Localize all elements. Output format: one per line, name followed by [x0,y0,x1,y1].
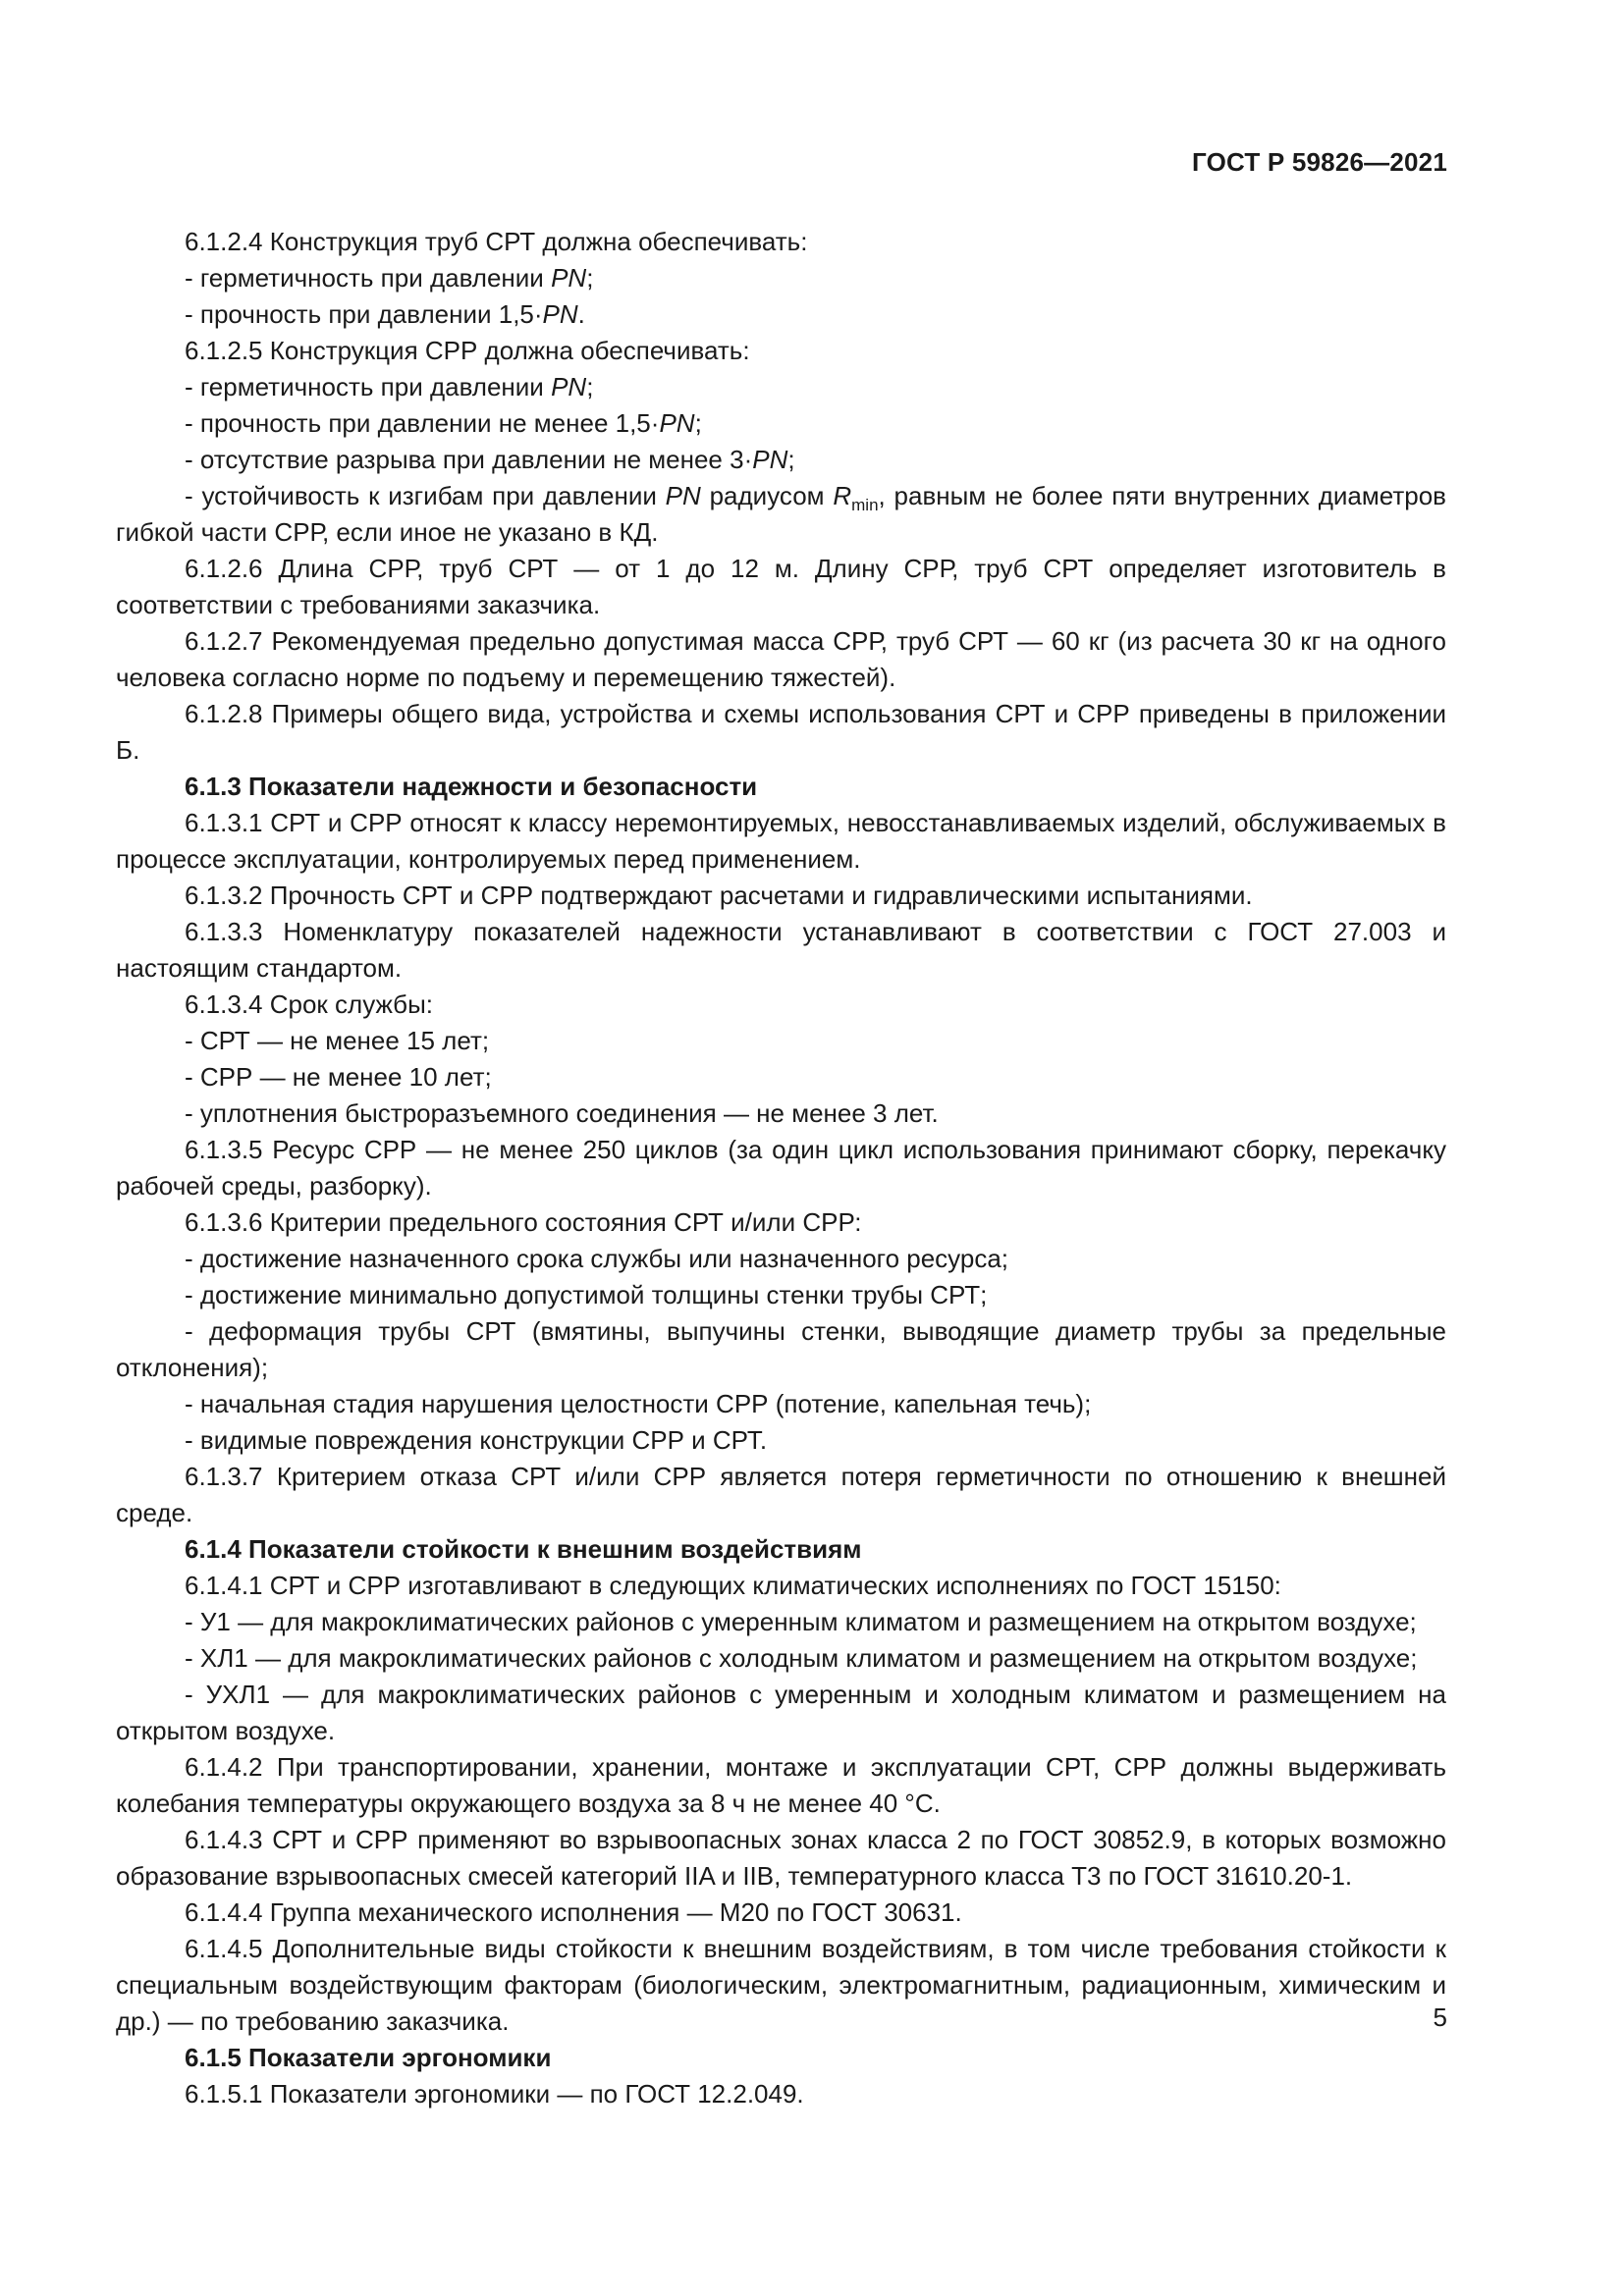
list-item: - достижение назначенного срока службы или назначенного ресурса; [185,1244,1009,1273]
symbol-pn: PN [551,372,587,401]
paragraph: 6.1.3.1 СРТ и СРР относят к классу неремонтируемых, невосстанавливаемых изделий, обслуживаемых в процессе эксплуатации, контролируемых перед применением. [116,808,1446,874]
text-run: - герметичность при давлении [185,372,552,401]
paragraph: 6.1.3.4 Срок службы: [185,989,433,1019]
section-heading: 6.1.4 Показатели стойкости к внешним воздействиям [185,1534,862,1564]
paragraph: 6.1.5.1 Показатели эргономики — по ГОСТ 12.2.049. [185,2079,804,2109]
list-item: - достижение минимально допустимой толщины стенки трубы СРТ; [185,1280,988,1309]
list-item [116,478,1446,551]
punct: ; [586,372,594,401]
paragraph: 6.1.2.5 Конструкция СРР должна обеспечивать: [185,336,750,365]
paragraph: 6.1.3.5 Ресурс СРР — не менее 250 циклов (за один цикл использования принимают сборку, перекачку рабочей среды, разборку). [116,1135,1446,1201]
text-run: - герметичность при давлении [185,263,552,293]
list-item: - УХЛ1 — для макроклиматических районов с умеренным и холодным климатом и размещением на открытом воздухе. [116,1680,1446,1745]
list-item [116,442,1446,478]
symbol-pn: PN [542,299,578,329]
list-item: - начальная стадия нарушения целостности СРР (потение, капельная течь); [185,1389,1092,1418]
punct: ; [787,445,795,474]
symbol-pn: PN [752,445,788,474]
punct: . [577,299,585,329]
paragraph: 6.1.3.6 Критерии предельного состояния СРТ и/или СРР: [185,1207,862,1237]
paragraph: 6.1.3.2 Прочность СРТ и СРР подтверждают расчетами и гидравлическими испытаниями. [185,881,1253,910]
list-item: - ХЛ1 — для макроклиматических районов с холодным климатом и размещением на открытом воздухе; [185,1643,1418,1673]
list-item [116,260,1446,296]
symbol-pn: PN [665,481,701,510]
paragraph: 6.1.4.1 СРТ и СРР изготавливают в следующих климатических исполнениях по ГОСТ 15150: [185,1571,1281,1600]
list-item: - СРР — не менее 10 лет; [185,1062,492,1092]
list-item: - деформация трубы СРТ (вмятины, выпучины стенки, выводящие диаметр трубы за предельные отклонения); [116,1316,1446,1382]
paragraph: 6.1.4.2 При транспортировании, хранении, монтаже и эксплуатации СРТ, СРР должны выдерживать колебания температуры окружающего воздуха за 8 ч не менее 40 °С. [116,1752,1446,1818]
paragraph: 6.1.2.6 Длина СРР, труб СРТ — от 1 до 12 м. Длину СРР, труб СРТ определяет изготовитель в соответствии с требованиями заказчика. [116,554,1446,619]
paragraph: 6.1.4.3 СРТ и СРР применяют во взрывоопасных зонах класса 2 по ГОСТ 30852.9, в которых возможно образование взрывоопасных смесей категорий IIA и IIB, температурного класса Т3 по ГОСТ 31610.20-1. [116,1825,1446,1891]
symbol-r: R [833,481,852,510]
punct: ; [694,408,702,438]
document-id: ГОСТ Р 59826—2021 [1192,147,1447,177]
symbol-pn: PN [659,408,695,438]
list-item: - СРТ — не менее 15 лет; [185,1026,490,1055]
paragraph: 6.1.4.5 Дополнительные виды стойкости к внешним воздействиям, в том числе требования стойкости к специальным воздействующим факторам (биологическим, электромагнитным, радиационным, химическим и др.) — по требованию заказчика. [116,1934,1446,2036]
text-run: - отсутствие разрыва при давлении не менее 3· [185,445,753,474]
list-item [116,405,1446,442]
paragraph: 6.1.3.3 Номенклатуру показателей надежности устанавливают в соответствии с ГОСТ 27.003 и настоящим стандартом. [116,917,1446,983]
paragraph: 6.1.2.7 Рекомендуемая предельно допустимая масса СРР, труб СРТ — 60 кг (из расчета 30 кг на одного человека согласно норме по подъему и перемещению тяжестей). [116,626,1446,692]
document-body [116,224,1446,2112]
text-run: - устойчивость к изгибам при давлении [185,481,666,510]
list-item [116,369,1446,405]
list-item [116,296,1446,333]
symbol-pn: PN [551,263,587,293]
punct: ; [586,263,594,293]
text-run: , равным не более пяти внутренних диаметров гибкой части СРР, если иное не указано в КД. [116,481,1446,547]
paragraph: 6.1.2.4 Конструкция труб СРТ должна обеспечивать: [185,227,808,256]
paragraph: 6.1.3.7 Критерием отказа СРТ и/или СРР является потеря герметичности по отношению к внешней среде. [116,1462,1446,1527]
paragraph: 6.1.2.8 Примеры общего вида, устройства и схемы использования СРТ и СРР приведены в приложении Б. [116,699,1446,765]
section-heading: 6.1.5 Показатели эргономики [185,2043,552,2072]
subscript-min: min [851,496,879,514]
text-run: - прочность при давлении 1,5· [185,299,543,329]
text-run: радиусом [700,481,834,510]
page-number: 5 [1433,2002,1447,2032]
section-heading: 6.1.3 Показатели надежности и безопасности [185,772,758,801]
text-run: - прочность при давлении не менее 1,5· [185,408,660,438]
list-item: - видимые повреждения конструкции СРР и СРТ. [185,1425,768,1455]
paragraph: 6.1.4.4 Группа механического исполнения — М20 по ГОСТ 30631. [185,1897,962,1927]
list-item: - уплотнения быстроразъемного соединения — не менее 3 лет. [185,1098,939,1128]
list-item: - У1 — для макроклиматических районов с умеренным климатом и размещением на открытом воздухе; [185,1607,1417,1636]
